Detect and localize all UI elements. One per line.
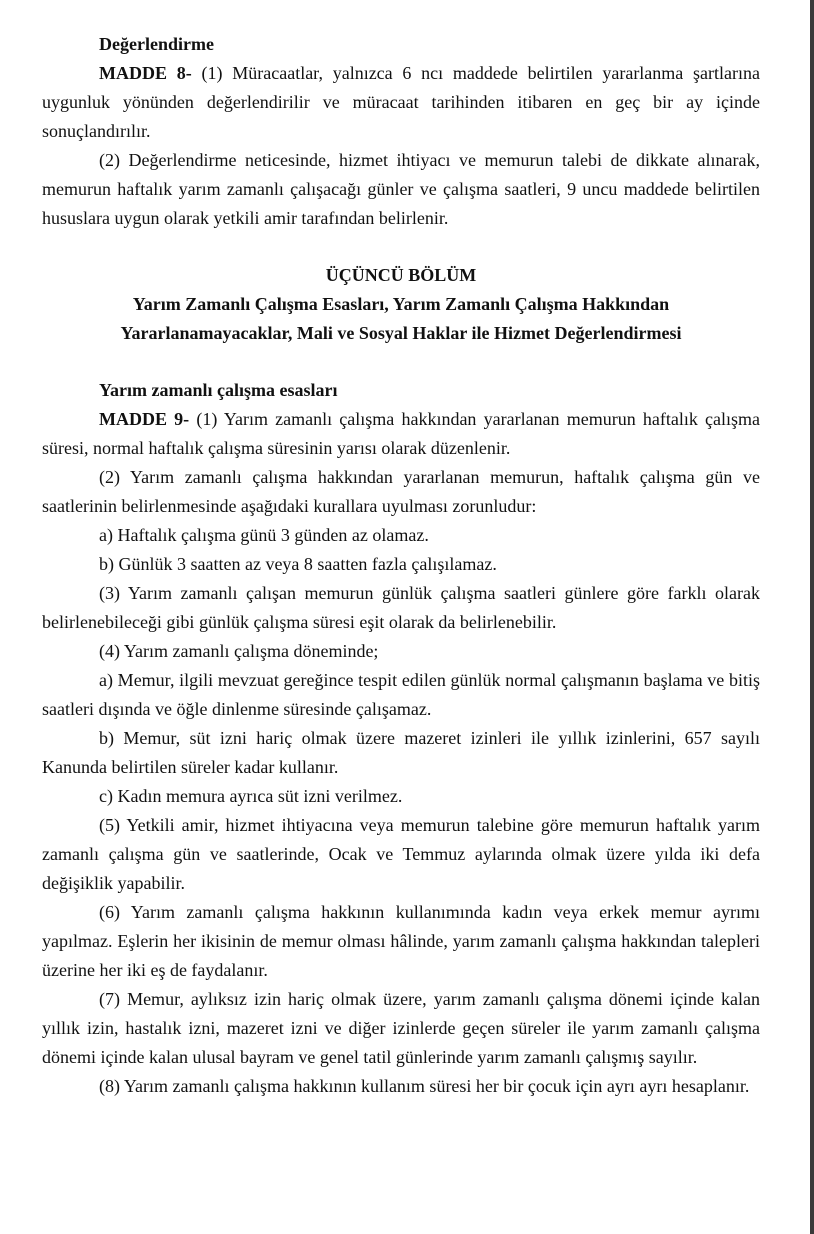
article-9-paragraph-1 [42,405,760,463]
article-9-paragraph-4c: c) Kadın memura ayrıca süt izni verilmez. [99,786,403,806]
article-9-heading: Yarım zamanlı çalışma esasları [99,380,338,400]
section-subtitle-line-2: Yararlanamayacaklar, Mali ve Sosyal Haklar ile Hizmet Değerlendirmesi [120,323,682,343]
article-9-p1-text: (1) Yarım zamanlı çalışma hakkından yararlanan memurun haftalık çalışma süresi, normal haftalık çalışma süresinin yarısı olarak düzenlenir. [42,409,760,458]
article-9-paragraph-4b: b) Memur, süt izni hariç olmak üzere mazeret izinleri ile yıllık izinlerini, 657 sayılı Kanunda belirtilen süreler kadar kullanır. [42,728,760,777]
article-9-paragraph-2b: b) Günlük 3 saatten az veya 8 saatten fazla çalışılamaz. [99,554,497,574]
section-title: ÜÇÜNCÜ BÖLÜM [325,265,477,285]
article-9-label: MADDE 9- [99,409,190,429]
article-8-paragraph-1 [42,59,760,146]
article-8-p1-text: (1) Müracaatlar, yalnızca 6 ncı maddede belirtilen yararlanma şartlarına uygunluk yönünden değerlendirilir ve müracaat tarihinden itibaren en geç bir ay içinde sonuçlandırılır. [42,63,761,141]
article-8-heading: Değerlendirme [99,34,214,54]
article-9-paragraph-8: (8) Yarım zamanlı çalışma hakkının kullanım süresi her bir çocuk için ayrı ayrı hesaplanır. [99,1076,750,1096]
article-9-paragraph-7: (7) Memur, aylıksız izin hariç olmak üzere, yarım zamanlı çalışma dönemi içinde kalan yıllık izin, hastalık izni, mazeret izni ve diğer izinlerde geçen süreler ile yarım zamanlı çalışma dönemi içinde kalan ulusal bayram ve genel tatil günlerinde yarım zamanlı çalışmış sayılır. [42,989,760,1067]
article-9-paragraph-5: (5) Yetkili amir, hizmet ihtiyacına veya memurun talebine göre memurun haftalık yarım zamanlı çalışma gün ve saatlerinde, Ocak ve Temmuz aylarında olmak üzere yılda iki defa değişiklik yapabilir. [42,815,760,893]
article-9-paragraph-6: (6) Yarım zamanlı çalışma hakkının kullanımında kadın veya erkek memur ayrımı yapılmaz. Eşlerin her ikisinin de memur olması hâlinde, yarım zamanlı çalışma hakkından talepleri üzerine her iki eş de faydalanır. [42,902,760,980]
section-subtitle-line-1: Yarım Zamanlı Çalışma Esasları, Yarım Zamanlı Çalışma Hakkından [132,294,670,314]
article-9-paragraph-2: (2) Yarım zamanlı çalışma hakkından yararlanan memurun, haftalık çalışma gün ve saatlerinin belirlenmesinde aşağıdaki kurallara uyulması zorunludur: [42,467,760,516]
article-9-paragraph-4: (4) Yarım zamanlı çalışma döneminde; [99,641,379,661]
article-8-paragraph-2: (2) Değerlendirme neticesinde, hizmet ihtiyacı ve memurun talebi de dikkate alınarak, memurun haftalık yarım zamanlı çalışacağı günler ve çalışma saatleri, 9 uncu maddede belirtilen hususlara uygun olarak yetkili amir tarafından belirlenir. [42,150,760,228]
document-page [42,30,760,1101]
article-8-label: MADDE 8- [99,63,192,83]
page-edge-border [810,0,814,1234]
article-9-paragraph-4a: a) Memur, ilgili mevzuat gereğince tespit edilen günlük normal çalışmanın başlama ve bitiş saatleri dışında ve öğle dinlenme süresinde çalışamaz. [42,670,760,719]
section-heading [42,261,760,348]
article-9-paragraph-2a: a) Haftalık çalışma günü 3 günden az olamaz. [99,525,429,545]
article-9-paragraph-3: (3) Yarım zamanlı çalışan memurun günlük çalışma saatleri günlere göre farklı olarak belirlenebileceği gibi günlük çalışma süresi eşit olarak da belirlenebilir. [42,583,760,632]
